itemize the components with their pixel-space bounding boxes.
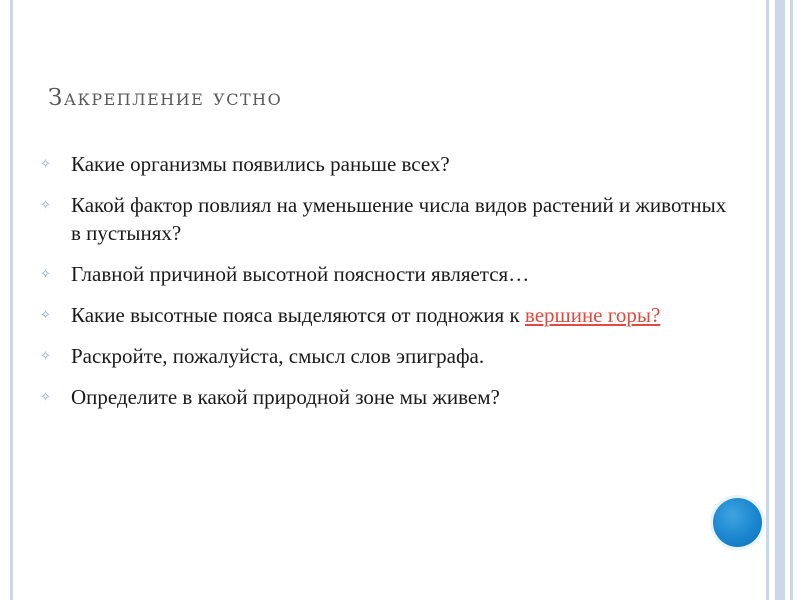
bullet-text: Какие организмы появились раньше всех? bbox=[71, 152, 450, 176]
bullet-list bbox=[40, 150, 730, 424]
summit-link[interactable]: вершине горы? bbox=[524, 303, 661, 327]
right-frame-stripe bbox=[775, 0, 785, 600]
bullet-item bbox=[40, 191, 730, 247]
bullet-marker-icon: ✧ bbox=[40, 307, 51, 322]
bullet-text: Определите в какой природной зоне мы живем? bbox=[71, 385, 500, 409]
bullet-text: Раскройте, пожалуйста, смысл слов эпиграфа. bbox=[71, 344, 485, 368]
bullet-text: Главной причиной высотной поясности является… bbox=[71, 262, 530, 286]
bullet-marker-icon: ✧ bbox=[40, 197, 51, 212]
bullet-item bbox=[40, 150, 730, 178]
decorative-circle bbox=[713, 498, 762, 547]
bullet-item bbox=[40, 301, 730, 329]
bullet-marker-icon: ✧ bbox=[40, 156, 51, 171]
left-frame-line bbox=[10, 0, 13, 600]
bullet-item bbox=[40, 342, 730, 370]
bullet-item bbox=[40, 383, 730, 411]
bullet-marker-icon: ✧ bbox=[40, 348, 51, 363]
bullet-text: Какой фактор повлиял на уменьшение числа видов растений и животных в пустынях? bbox=[71, 193, 727, 245]
right-frame-stripe bbox=[766, 0, 769, 600]
bullet-marker-icon: ✧ bbox=[40, 389, 51, 404]
bullet-text: Какие высотные пояса выделяются от подножия к bbox=[71, 303, 525, 327]
slide-title: Закрепление устно bbox=[48, 85, 283, 111]
bullet-marker-icon: ✧ bbox=[40, 266, 51, 281]
right-frame-stripe bbox=[790, 0, 793, 600]
bullet-item bbox=[40, 260, 730, 288]
